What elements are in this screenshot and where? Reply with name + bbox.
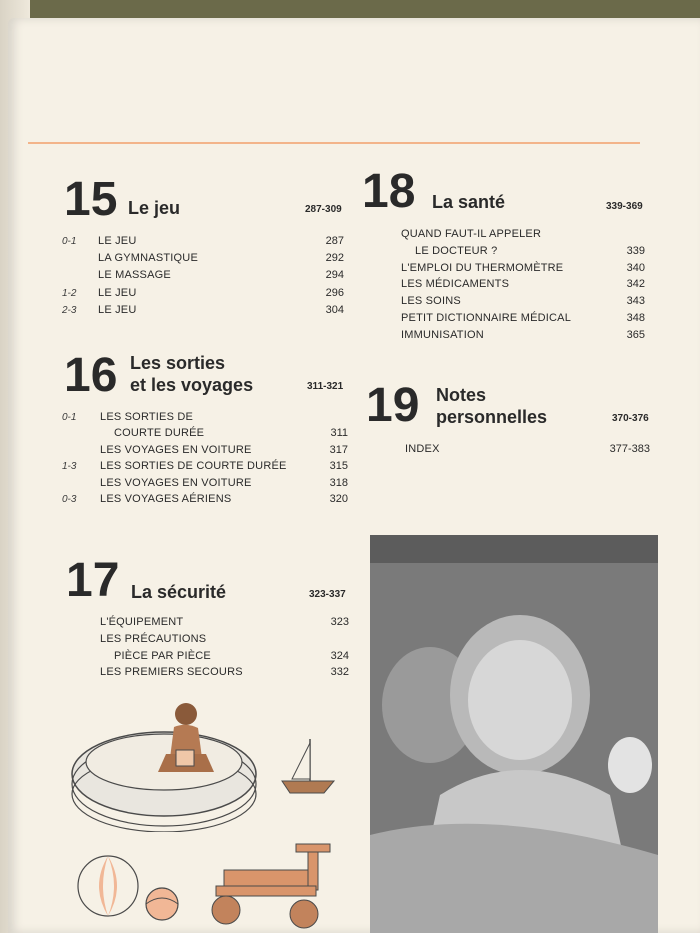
entry-page: 304 — [325, 303, 344, 316]
entry-page: 317 — [329, 443, 348, 456]
entry-page: 311 — [330, 427, 348, 440]
accent-rule — [28, 142, 640, 144]
section-title: Le jeu — [128, 198, 181, 218]
entry-page: 287 — [325, 235, 344, 247]
entry-page: 296 — [325, 286, 344, 299]
entry-page: 348 — [626, 312, 645, 324]
entry-label: PETIT DICTIONNAIRE MÉDICAL — [401, 312, 572, 324]
section-title-line-1: Notes — [436, 385, 487, 405]
entry-label: LE JEU — [98, 303, 137, 316]
section-range: 323-337 — [309, 589, 346, 600]
section-range: 287-309 — [305, 204, 342, 215]
ball-illustration — [76, 848, 186, 928]
entry-label: LES SORTIES DE COURTE DURÉE — [100, 460, 287, 473]
entry-label: LA GYMNASTIQUE — [98, 252, 198, 265]
section-number: 18 — [362, 165, 416, 218]
section-range: 339-369 — [606, 201, 643, 212]
entry-label: QUAND FAUT-IL APPELER — [401, 228, 542, 240]
section-title: La santé — [432, 192, 506, 212]
entry-page: 339 — [626, 244, 645, 257]
entry-page: 340 — [626, 261, 645, 274]
entry-age-range: 1-2 — [62, 287, 77, 299]
entry-age-range: 1-3 — [62, 461, 77, 473]
entry-label: L'ÉQUIPEMENT — [100, 616, 184, 628]
section-title-line-2: personnelles — [436, 407, 548, 427]
entry-label: LE JEU — [98, 286, 137, 299]
section-number: 19 — [366, 379, 420, 432]
section-title: La sécurité — [131, 582, 227, 602]
entry-page: 315 — [329, 460, 348, 473]
entry-page: 294 — [325, 269, 344, 282]
paddling-pool-illustration — [66, 692, 266, 832]
section-title-line-1: Les sorties — [130, 353, 226, 373]
entry-label: LE DOCTEUR ? — [415, 244, 498, 257]
entry-label: INDEX — [405, 443, 440, 455]
entry-page: 324 — [330, 649, 349, 662]
child-photo — [370, 535, 658, 933]
entry-label: LES MÉDICAMENTS — [401, 278, 510, 291]
entry-label: LES VOYAGES EN VOITURE — [100, 443, 252, 456]
entry-label: PIÈCE PAR PIÈCE — [114, 649, 211, 662]
entry-label: COURTE DURÉE — [114, 427, 205, 440]
entry-label: L'EMPLOI DU THERMOMÈTRE — [401, 261, 564, 274]
entry-page: 332 — [330, 666, 349, 679]
section-number: 15 — [64, 173, 118, 226]
entry-page: 365 — [626, 328, 645, 341]
entry-label: LE JEU — [98, 235, 137, 247]
entry-age-range: 2-3 — [62, 304, 77, 316]
entry-page: 292 — [325, 252, 344, 265]
entry-label: LES PRÉCAUTIONS — [100, 632, 207, 645]
entry-label: LES VOYAGES EN VOITURE — [100, 476, 252, 489]
entry-page: 343 — [626, 295, 645, 308]
entry-page: 323 — [330, 616, 349, 628]
entry-label: LES SOINS — [401, 295, 461, 308]
entry-label: LES SORTIES DE — [100, 411, 194, 423]
section-title-line-2: et les voyages — [130, 375, 254, 395]
entry-page: 320 — [329, 493, 348, 505]
ride-on-toy-illustration — [196, 842, 346, 932]
entry-page: 342 — [626, 278, 645, 291]
section-number: 17 — [66, 554, 120, 607]
entry-age-range: 0-3 — [62, 494, 77, 505]
entry-label: LE MASSAGE — [98, 269, 171, 282]
entry-label: LES PREMIERS SECOURS — [100, 666, 243, 679]
entry-label: LES VOYAGES AÉRIENS — [100, 493, 232, 505]
toy-boat-illustration — [280, 735, 336, 797]
section-range: 311-321 — [307, 381, 344, 392]
section-range: 370-376 — [612, 413, 649, 424]
entry-page: 318 — [329, 476, 348, 489]
entry-page: 377-383 — [609, 443, 650, 455]
section-number: 16 — [64, 349, 118, 402]
entry-age-range: 0-1 — [62, 236, 77, 247]
entry-label: IMMUNISATION — [401, 328, 484, 341]
entry-age-range: 0-1 — [62, 412, 77, 423]
